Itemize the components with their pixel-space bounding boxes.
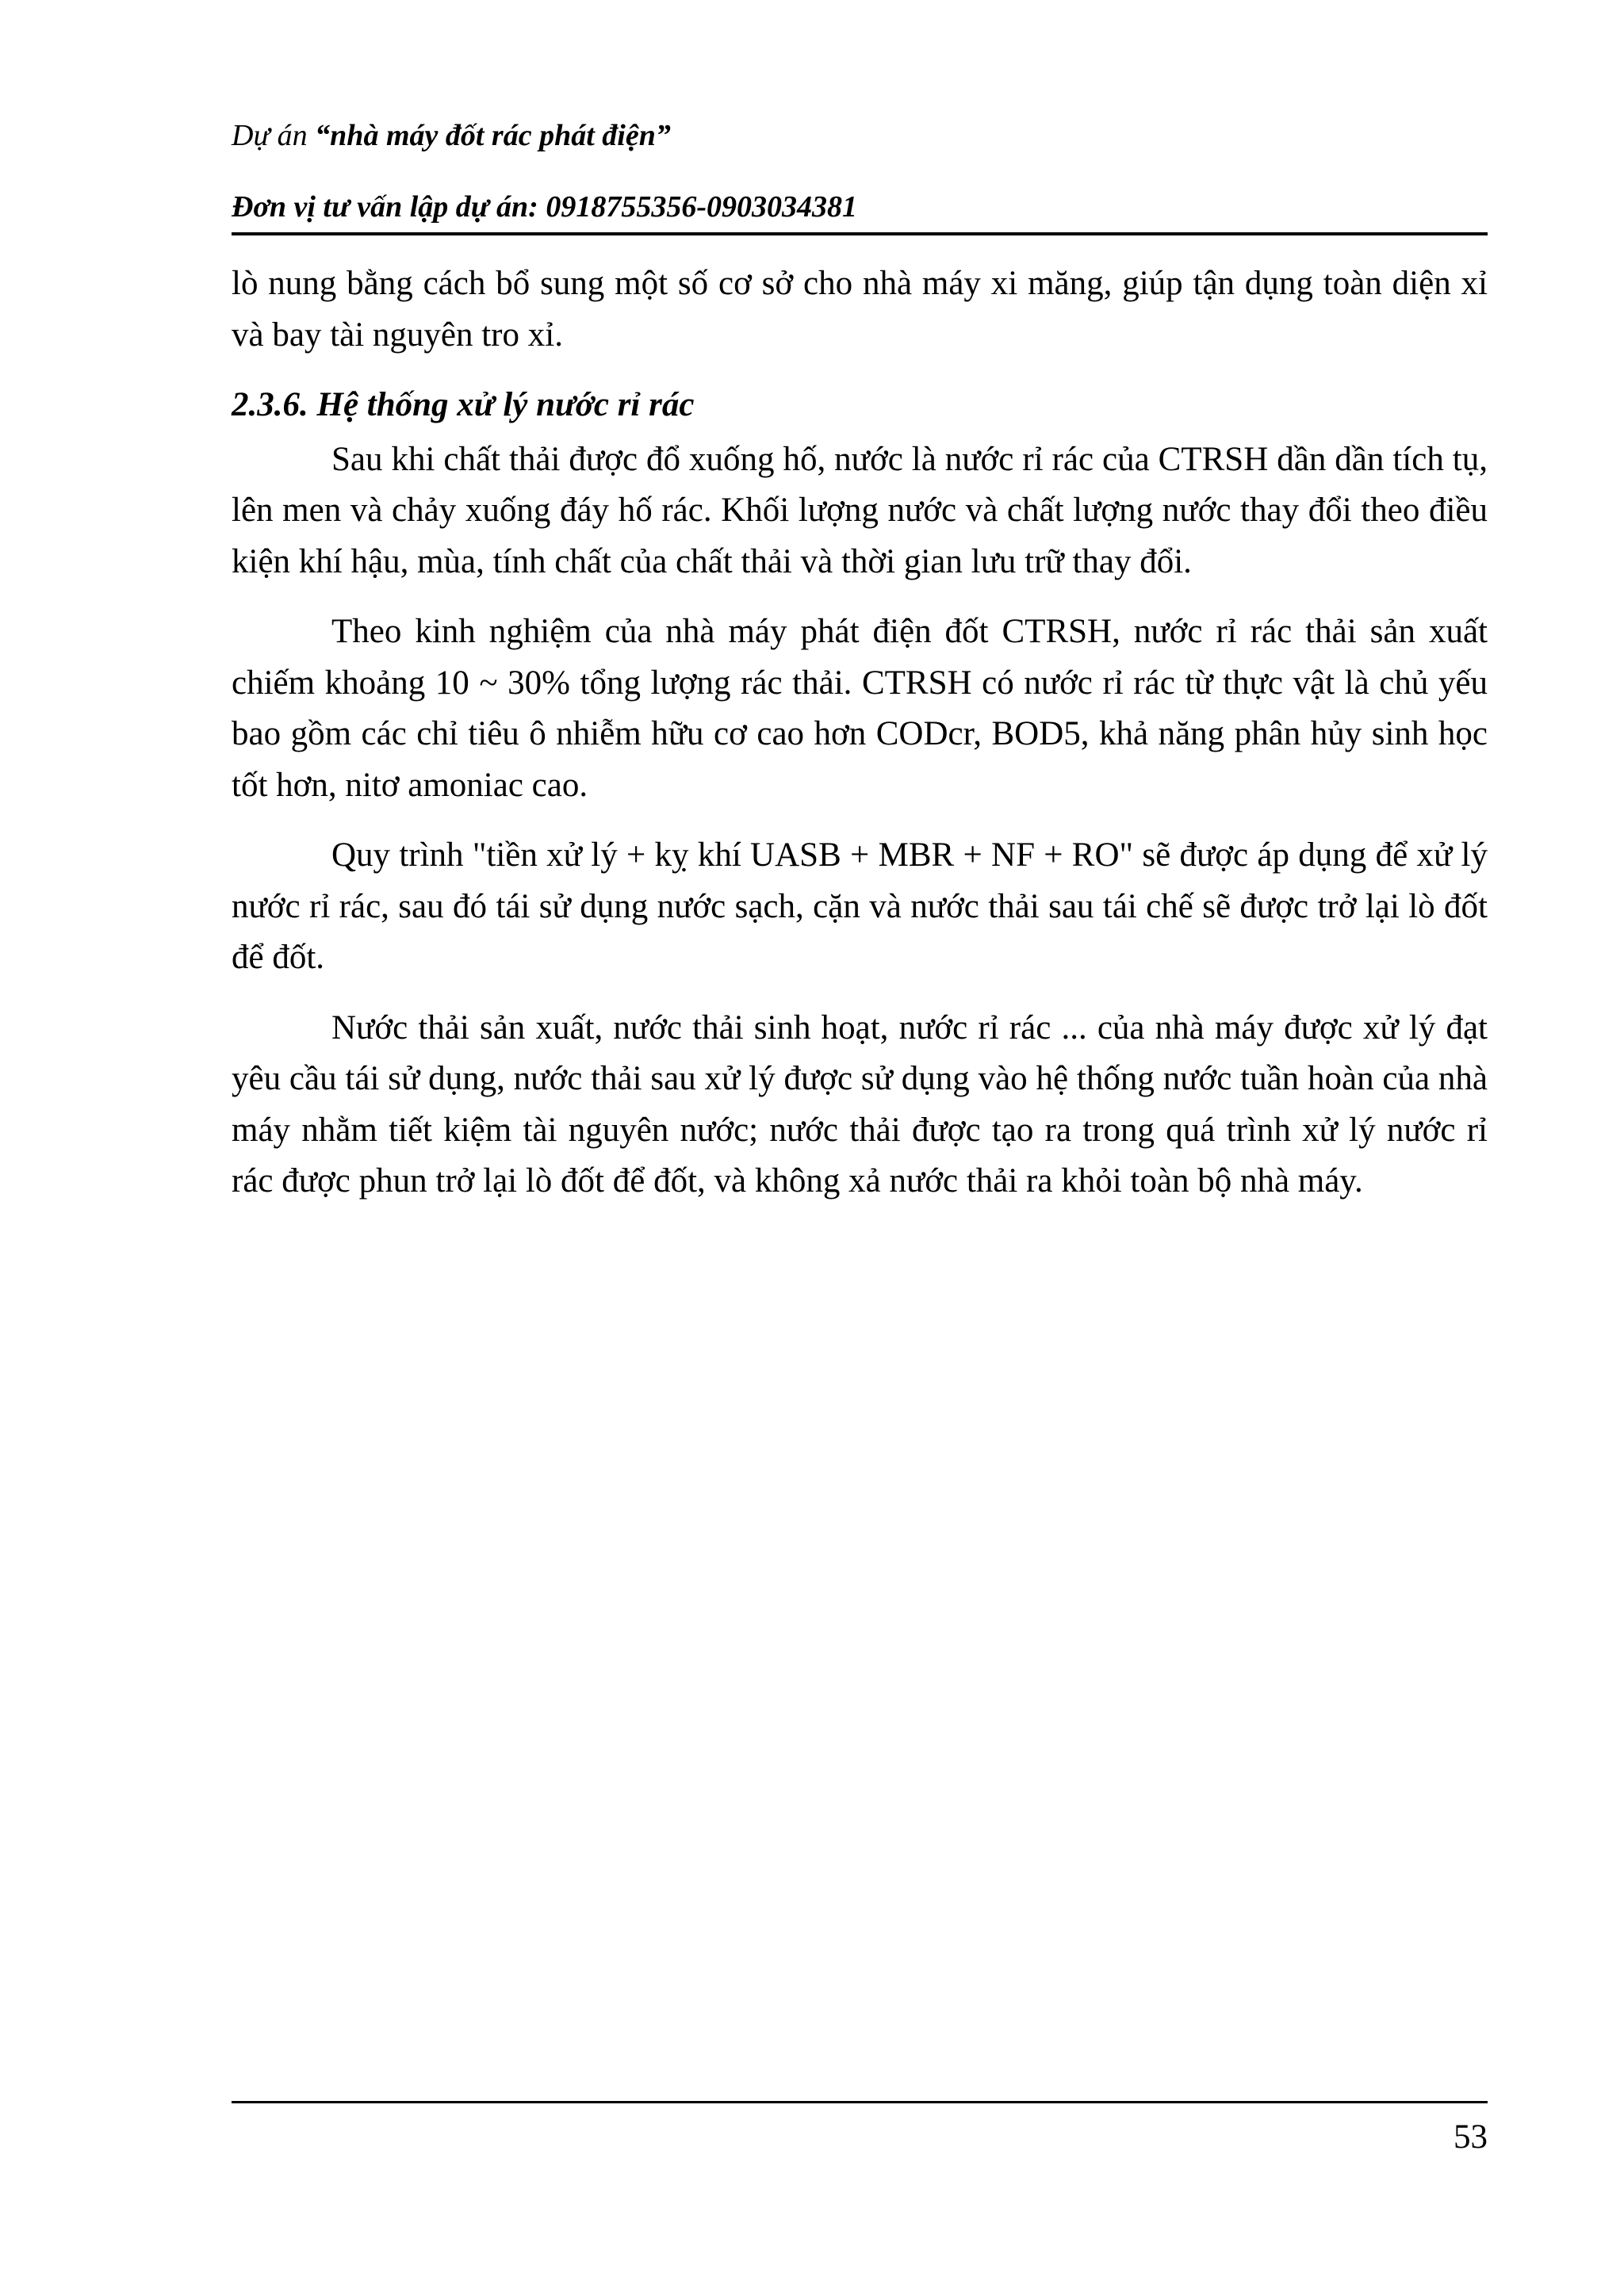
- project-name: “nhà máy đốt rác phát điện”: [315, 119, 671, 152]
- body-paragraph: Theo kinh nghiệm của nhà máy phát điện đốt CTRSH, nước rỉ rác thải sản xuất chiếm khoảng 10 ~ 30% tổng lượng rác thải. CTRSH có nước rỉ rác từ thực vật là chủ yếu bao gồm các chỉ tiêu ô nhiễm hữu cơ cao hơn CODcr, BOD5, khả năng phân hủy sinh học tốt hơn, nitơ amoniac cao.: [232, 613, 1488, 804]
- header-divider: [232, 232, 1488, 235]
- section-heading: 2.3.6. Hệ thống xử lý nước rỉ rác: [232, 386, 695, 423]
- project-prefix: Dự án: [232, 119, 316, 152]
- document-page: [232, 0, 1488, 2296]
- footer-divider: [232, 2101, 1488, 2103]
- document-body: [232, 258, 1488, 1226]
- running-header-project: [232, 116, 671, 155]
- running-header-consultant: Đơn vị tư vấn lập dự án: 0918755356-0903034381: [232, 190, 857, 224]
- page-number: 53: [1454, 2118, 1488, 2156]
- body-paragraph: Quy trình "tiền xử lý + kỵ khí UASB + MBR + NF + RO" sẽ được áp dụng để xử lý nước rỉ rác, sau đó tái sử dụng nước sạch, cặn và nước thải sau tái chế sẽ được trở lại lò đốt để đốt.: [232, 836, 1488, 976]
- body-paragraph: Nước thải sản xuất, nước thải sinh hoạt, nước rỉ rác ... của nhà máy được xử lý đạt yêu cầu tái sử dụng, nước thải sau xử lý được sử dụng vào hệ thống nước tuần hoàn của nhà máy nhằm tiết kiệm tài nguyên nước; nước thải được tạo ra trong quá trình xử lý nước rỉ rác được phun trở lại lò đốt để đốt, và không xả nước thải ra khỏi toàn bộ nhà máy.: [232, 1008, 1488, 1200]
- continuation-paragraph: lò nung bằng cách bổ sung một số cơ sở cho nhà máy xi măng, giúp tận dụng toàn diện xỉ và bay tài nguyên tro xỉ.: [232, 265, 1488, 354]
- body-paragraph: Sau khi chất thải được đổ xuống hố, nước là nước rỉ rác của CTRSH dần dần tích tụ, lên men và chảy xuống đáy hố rác. Khối lượng nước và chất lượng nước thay đổi theo điều kiện khí hậu, mùa, tính chất của chất thải và thời gian lưu trữ thay đổi.: [232, 440, 1488, 580]
